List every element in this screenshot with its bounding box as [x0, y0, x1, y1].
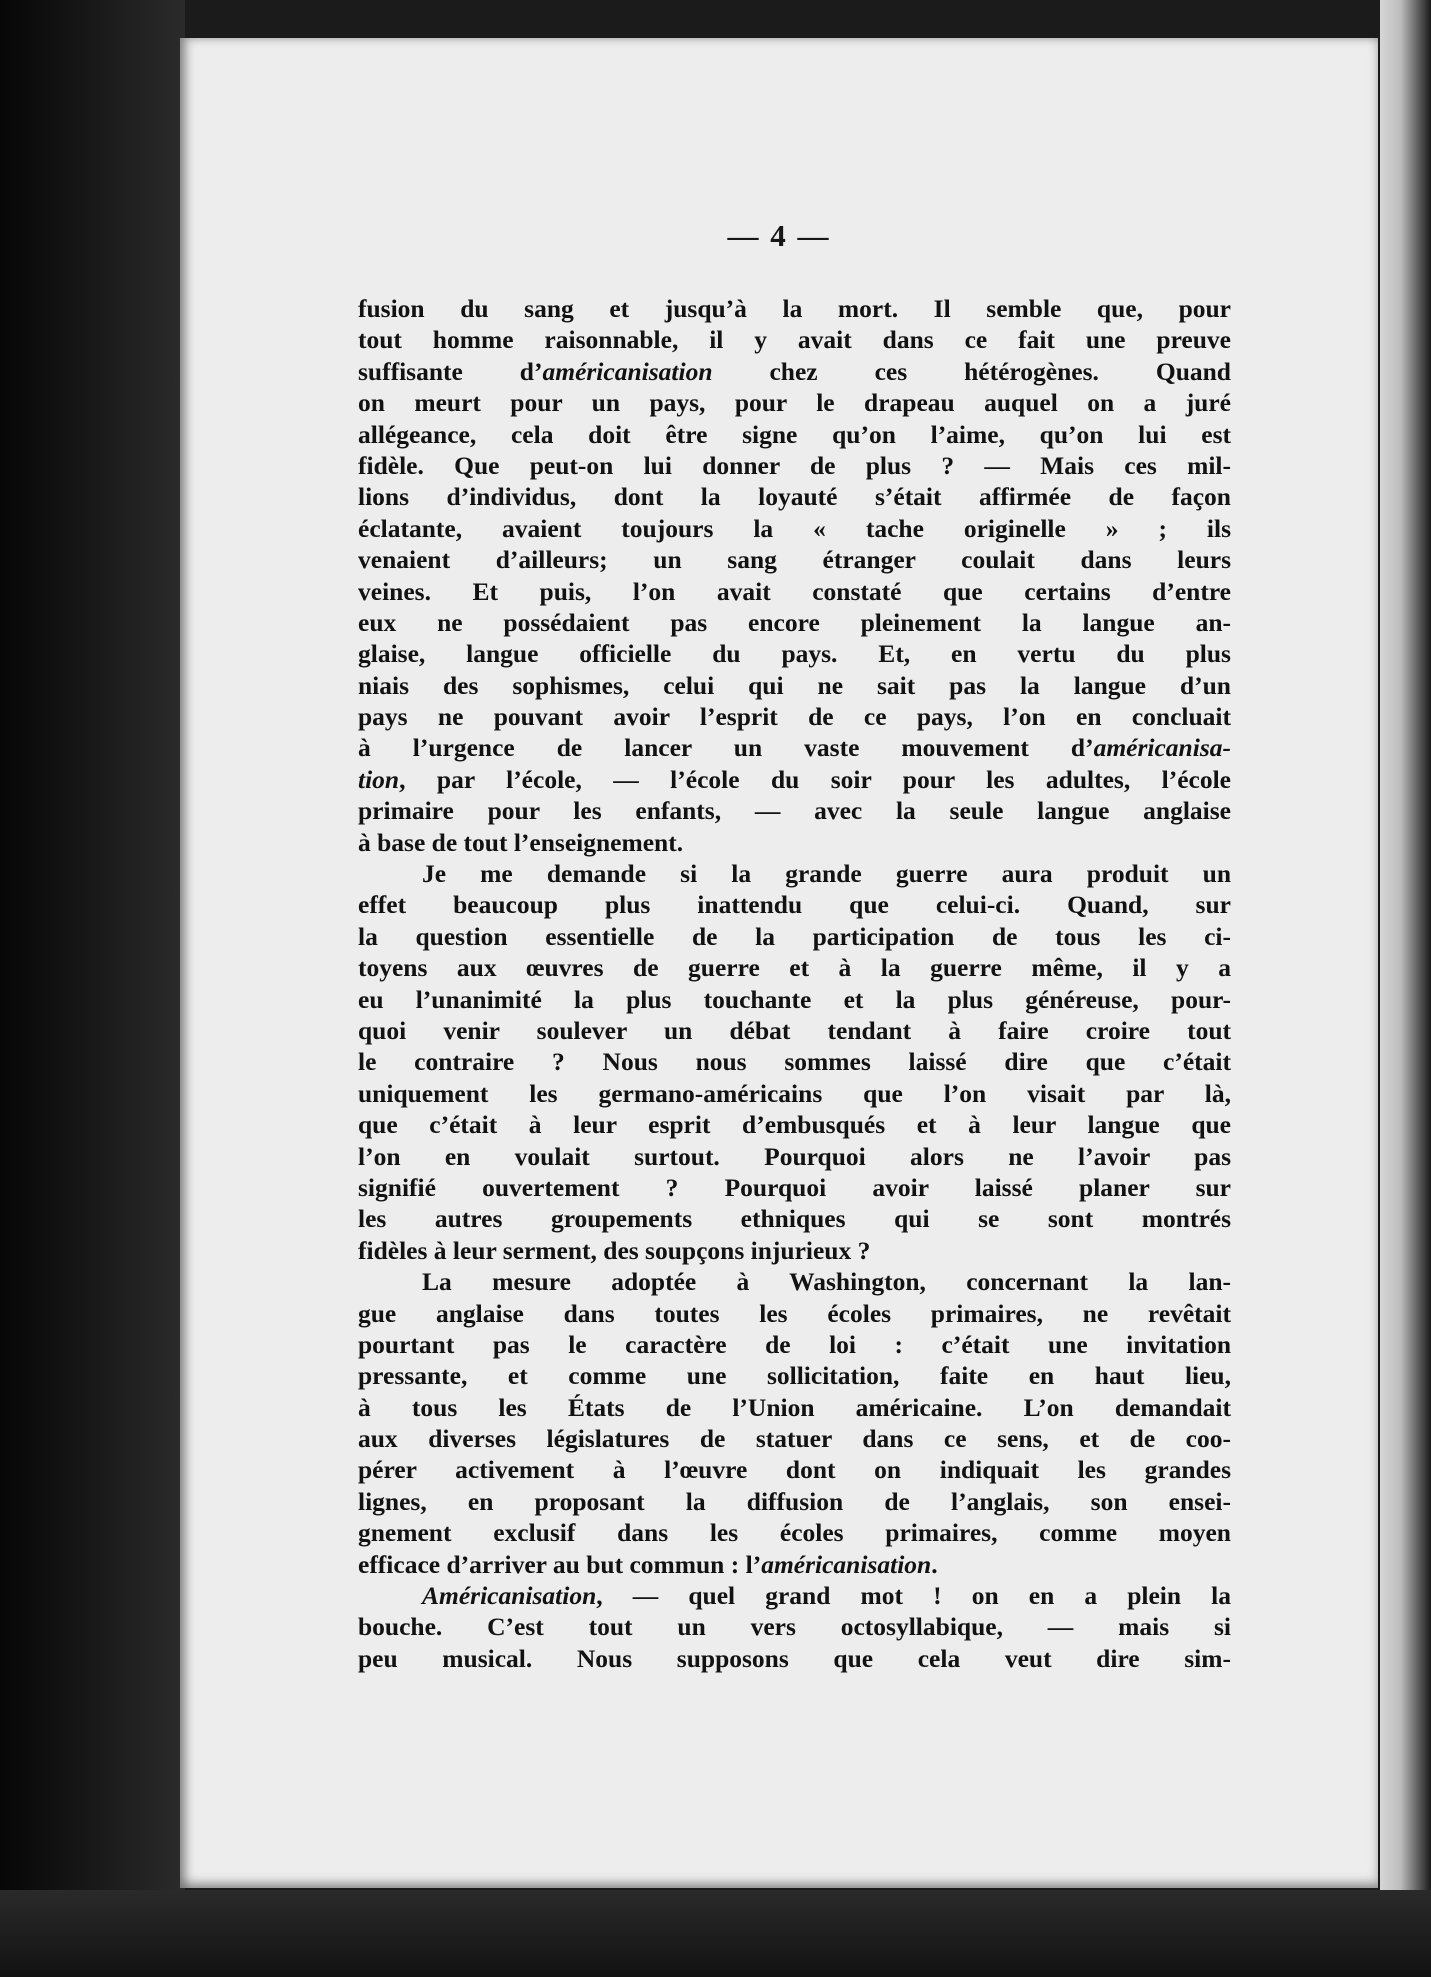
text-run: à base de tout l’enseignement. — [358, 827, 684, 857]
page-number: — 4 — — [727, 218, 831, 253]
text-line — [358, 1611, 1231, 1642]
text-run: La mesure adoptée à Washington, concernant la lan- — [422, 1267, 1231, 1297]
text-line — [358, 858, 1231, 889]
text-run: à l’urgence de lancer un vaste mouvement d’ — [358, 733, 1094, 763]
text-line — [358, 387, 1231, 418]
italic-text: américanisa- — [1093, 733, 1231, 763]
text-run: efficace d’arriver au but commun : l’ — [358, 1549, 762, 1579]
text-line — [358, 1203, 1231, 1234]
text-line — [358, 732, 1231, 763]
text-line — [358, 544, 1231, 575]
text-line — [358, 1423, 1231, 1454]
text-run: , — quel grand mot ! on en a plein la — [596, 1581, 1231, 1611]
text-run: lignes, en proposant la diffusion de l’anglais, son ensei- — [358, 1486, 1231, 1516]
text-run: allégeance, cela doit être signe qu’on l’aime, qu’on lui est — [358, 419, 1231, 449]
text-run: eux ne possédaient pas encore pleinement la langue an- — [358, 607, 1231, 637]
text-run: fusion du sang et jusqu’à la mort. Il semble que, pour — [358, 294, 1231, 323]
text-line — [358, 1109, 1231, 1140]
text-line — [358, 1235, 1231, 1266]
text-line — [358, 1486, 1231, 1517]
italic-text: tion — [358, 764, 400, 794]
text-line — [358, 952, 1231, 983]
text-run: fidèle. Que peut-on lui donner de plus ? — Mais ces mil- — [358, 450, 1231, 480]
text-line — [358, 1015, 1231, 1046]
text-run: éclatante, avaient toujours la « tache originelle » ; ils — [358, 513, 1231, 543]
text-line — [358, 670, 1231, 701]
text-run: à tous les États de l’Union américaine. L’on demandait — [358, 1392, 1231, 1422]
text-run: signifié ouvertement ? Pourquoi avoir laissé planer sur — [358, 1172, 1231, 1202]
text-line — [358, 638, 1231, 669]
text-line — [358, 1266, 1231, 1297]
text-run: gue anglaise dans toutes les écoles primaires, ne revêtait — [358, 1298, 1231, 1328]
text-line — [358, 1517, 1231, 1548]
text-line — [358, 1580, 1231, 1611]
text-line — [358, 984, 1231, 1015]
scan-left-margin — [0, 0, 185, 1977]
text-run: pérer activement à l’œuvre dont on indiquait les grandes — [358, 1455, 1231, 1485]
text-run: gnement exclusif dans les écoles primaires, comme moyen — [358, 1518, 1231, 1548]
text-line — [358, 921, 1231, 952]
text-line — [358, 1172, 1231, 1203]
text-run: chez ces hétérogènes. Quand — [712, 356, 1231, 386]
text-line — [358, 701, 1231, 732]
text-line — [358, 1329, 1231, 1360]
text-line — [358, 450, 1231, 481]
text-run: Je me demande si la grande guerre aura produit un — [422, 859, 1231, 889]
text-run: pays ne pouvant avoir l’esprit de ce pays, l’on en concluait — [358, 702, 1231, 732]
text-line — [358, 764, 1231, 795]
text-run: le contraire ? Nous nous sommes laissé dire que c’était — [358, 1047, 1231, 1077]
text-run: suffisante d’ — [358, 356, 543, 386]
text-line — [358, 1392, 1231, 1423]
text-run: fidèles à leur serment, des soupçons injurieux ? — [358, 1235, 871, 1265]
text-line — [358, 827, 1231, 858]
text-run: bouche. C’est tout un vers octosyllabique, — mais si — [358, 1612, 1231, 1642]
text-line — [358, 795, 1231, 826]
text-run: l’on en voulait surtout. Pourquoi alors ne l’avoir pas — [358, 1141, 1231, 1171]
text-run: uniquement les germano-américains que l’on visait par là, — [358, 1078, 1231, 1108]
text-line — [358, 889, 1231, 920]
text-run: on meurt pour un pays, pour le drapeau auquel on a juré — [358, 388, 1231, 418]
text-line — [358, 481, 1231, 512]
book-page — [180, 38, 1378, 1888]
text-run: tout homme raisonnable, il y avait dans ce fait une preuve — [358, 325, 1231, 355]
italic-text: américanisation — [542, 356, 713, 386]
text-run: lions d’individus, dont la loyauté s’était affirmée de façon — [358, 482, 1231, 512]
italic-text: Américanisation — [422, 1581, 597, 1611]
text-line — [358, 1360, 1231, 1391]
scan-right-margin — [1380, 0, 1431, 1977]
text-line — [358, 607, 1231, 638]
text-line — [358, 1454, 1231, 1485]
text-run: glaise, langue officielle du pays. Et, en vertu du plus — [358, 639, 1231, 669]
text-run: venaient d’ailleurs; un sang étranger coulait dans leurs — [358, 545, 1231, 575]
text-line — [358, 513, 1231, 544]
italic-text: américanisation — [761, 1549, 932, 1579]
text-line — [358, 1141, 1231, 1172]
text-line — [358, 1046, 1231, 1077]
text-run: quoi venir soulever un débat tendant à faire croire tout — [358, 1015, 1231, 1045]
body-text — [358, 293, 1231, 1674]
text-run: aux diverses législatures de statuer dans ce sens, et de coo- — [358, 1424, 1231, 1454]
text-line — [358, 419, 1231, 450]
text-run: . — [931, 1549, 938, 1579]
text-run: la question essentielle de la participation de tous les ci- — [358, 921, 1231, 951]
text-run: veines. Et puis, l’on avait constaté que certains d’entre — [358, 576, 1231, 606]
text-line — [358, 293, 1231, 324]
text-run: pressante, et comme une sollicitation, faite en haut lieu, — [358, 1361, 1231, 1391]
text-run: , par l’école, — l’école du soir pour les adultes, l’école — [399, 764, 1231, 794]
text-run: toyens aux œuvres de guerre et à la guerre même, il y a — [358, 953, 1231, 983]
text-run: peu musical. Nous supposons que cela veut dire sim- — [358, 1643, 1231, 1673]
text-run: niais des sophismes, celui qui ne sait pas la langue d’un — [358, 670, 1231, 700]
text-line — [358, 324, 1231, 355]
text-run: que c’était à leur esprit d’embusqués et à leur langue que — [358, 1110, 1231, 1140]
text-run: primaire pour les enfants, — avec la seule langue anglaise — [358, 796, 1231, 826]
text-run: eu l’unanimité la plus touchante et la plus généreuse, pour- — [358, 984, 1231, 1014]
text-line — [358, 356, 1231, 387]
text-run: les autres groupements ethniques qui se sont montrés — [358, 1204, 1231, 1234]
text-line — [358, 1643, 1231, 1674]
scan-bottom-margin — [0, 1890, 1431, 1977]
text-run: effet beaucoup plus inattendu que celui-ci. Quand, sur — [358, 890, 1231, 920]
text-line — [358, 1298, 1231, 1329]
text-line — [358, 576, 1231, 607]
text-run: pourtant pas le caractère de loi : c’était une invitation — [358, 1329, 1231, 1359]
text-line — [358, 1549, 1231, 1580]
text-line — [358, 1078, 1231, 1109]
